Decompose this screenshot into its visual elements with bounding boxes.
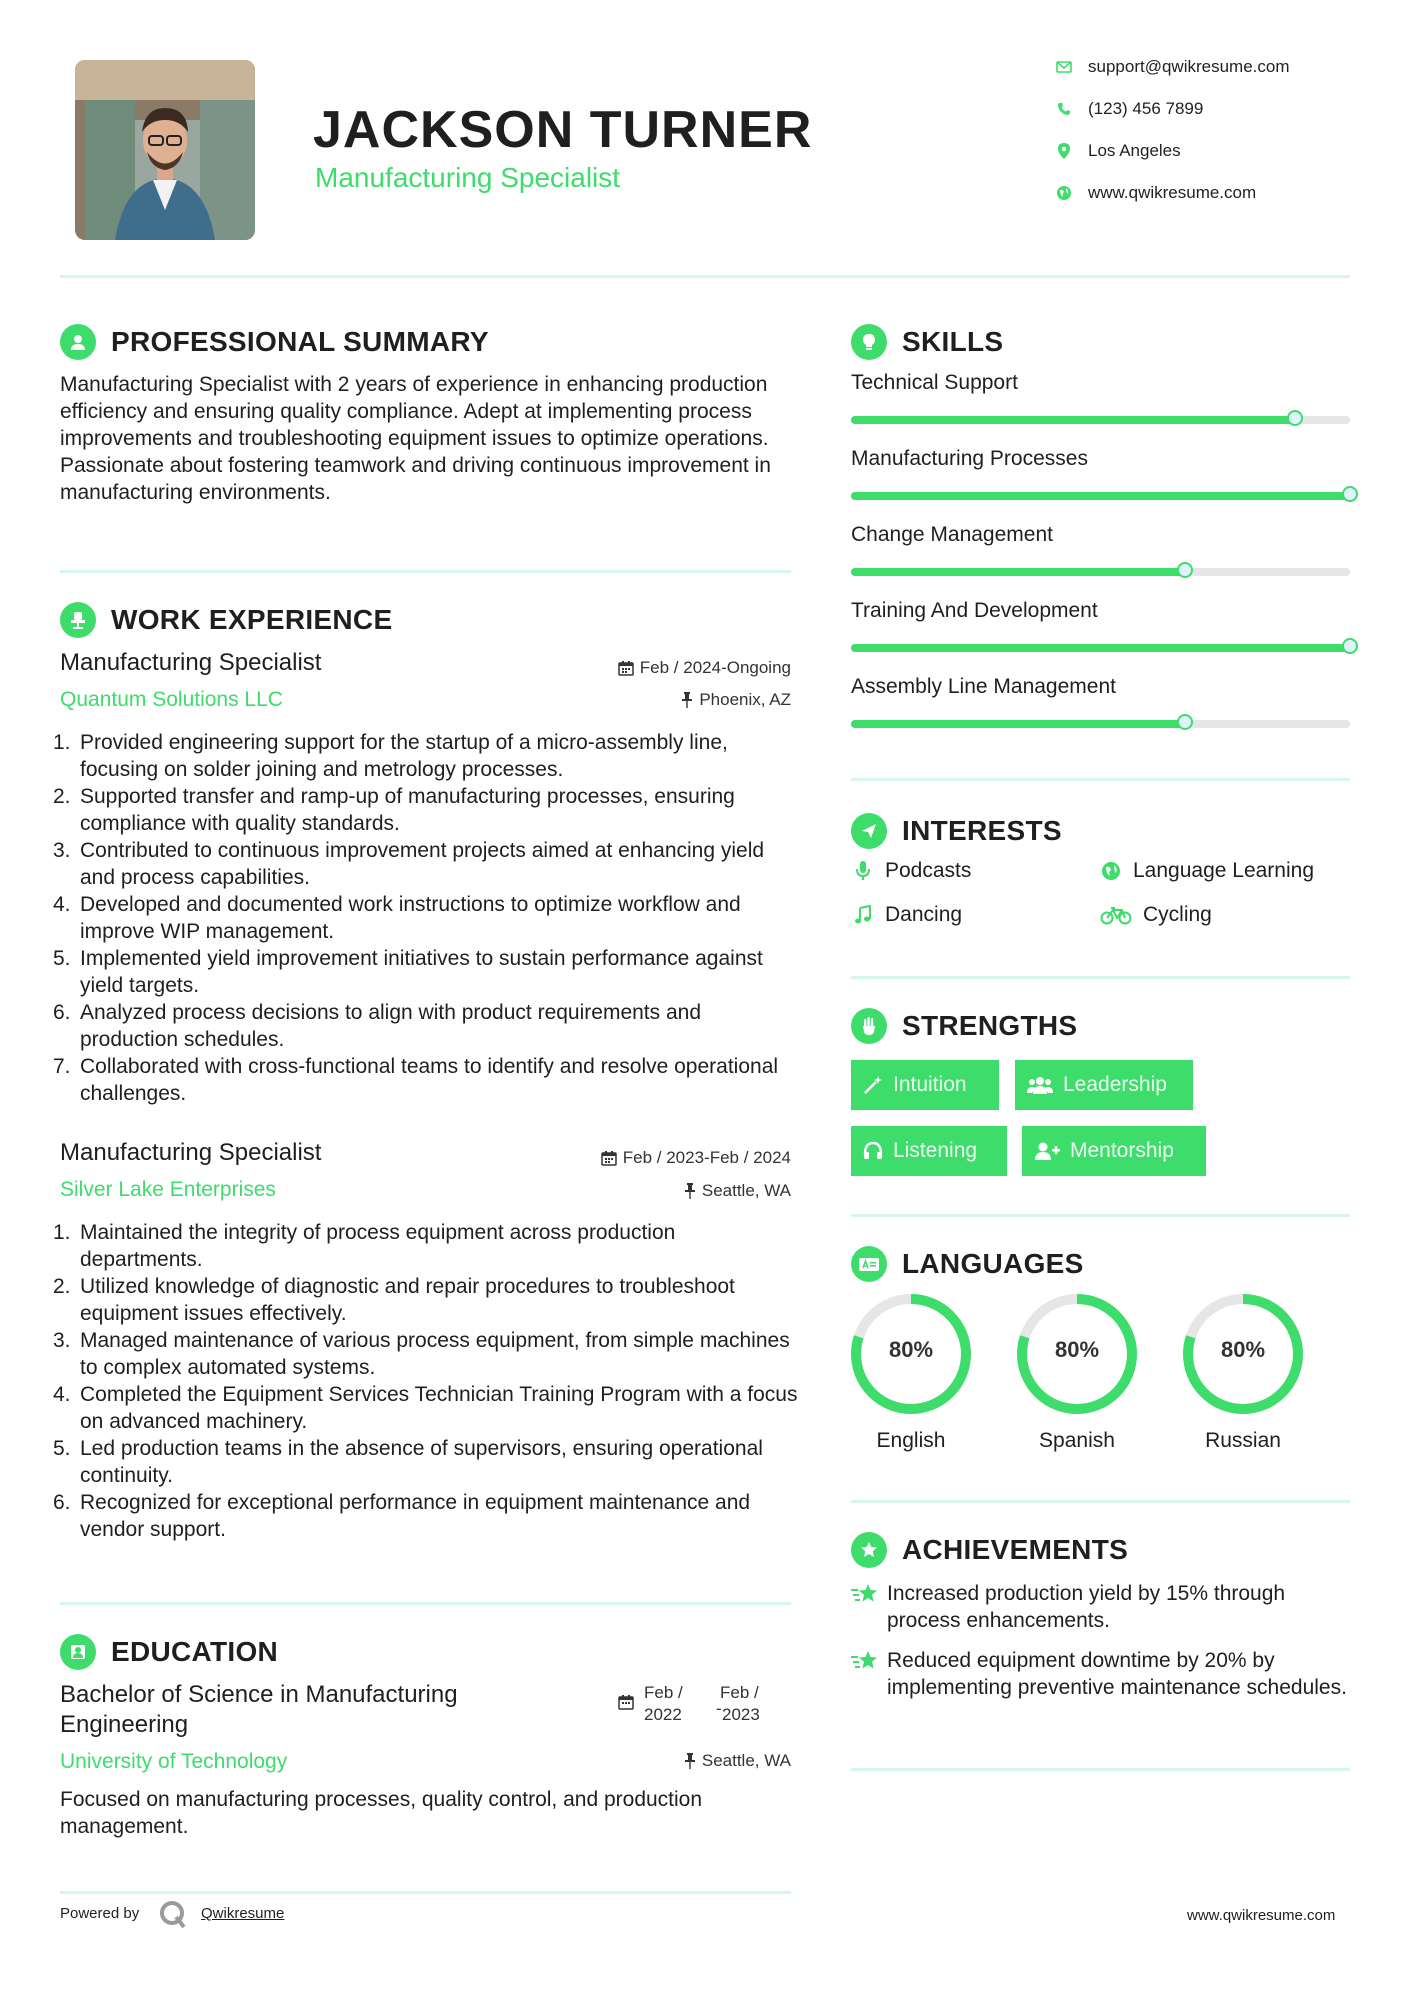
- job-title: Manufacturing Specialist: [60, 1139, 322, 1166]
- list-item: 4. Developed and documented work instructions to optimize workflow and improve WIP management.: [53, 893, 741, 943]
- edu-location-text: Seattle, WA: [701, 1751, 791, 1770]
- edu-start-month: Feb /: [644, 1683, 683, 1702]
- list-item: 1. Provided engineering support for the startup of a micro-assembly line, focusing on solder joining and metrology processes.: [53, 731, 728, 781]
- skill-bar-knob: [1177, 562, 1193, 578]
- job-location: [500, 1181, 791, 1201]
- list-item: 1. Maintained the integrity of process equipment across production departments.: [53, 1221, 676, 1271]
- user-plus-icon: [1034, 1141, 1060, 1161]
- bicycle-icon: [1099, 905, 1133, 925]
- globe-icon: [1099, 861, 1123, 881]
- language-name: English: [876, 1429, 946, 1452]
- skill-bar-knob: [1177, 714, 1193, 730]
- skill-bar-knob: [1342, 486, 1358, 502]
- briefcase-icon: [60, 602, 96, 638]
- language-name: Russian: [1205, 1429, 1281, 1452]
- footer-divider: [60, 1891, 791, 1894]
- skill-bar-track: [851, 492, 1350, 500]
- job-date: [500, 658, 791, 678]
- candidate-name: JACKSON TURNER: [313, 101, 813, 159]
- interest-dancing: [851, 903, 962, 927]
- list-item: 5. Led production teams in the absence of supervisors, ensuring operational continuity.: [53, 1437, 763, 1487]
- globe-icon: [1050, 183, 1078, 203]
- education-description: Focused on manufacturing processes, quality control, and production management.: [60, 1788, 703, 1838]
- edu-end-year: 2023: [722, 1705, 760, 1724]
- language-ring: [849, 1292, 973, 1416]
- skill-bar-fill: [851, 568, 1185, 576]
- profile-photo: [75, 60, 255, 240]
- school-name: University of Technology: [60, 1750, 288, 1773]
- pushpin-icon: [684, 1753, 696, 1769]
- job-bullets: [53, 729, 800, 1107]
- contact-phone-text: (123) 456 7899: [1088, 99, 1204, 118]
- strengths-divider: [851, 1214, 1350, 1217]
- job-date-text: Feb / 2024-Ongoing: [639, 658, 791, 677]
- section-experience-header: [60, 602, 392, 638]
- calendar-icon: [618, 660, 634, 676]
- phone-icon: [1050, 99, 1078, 119]
- skill-label: Technical Support: [851, 371, 1018, 394]
- magic-wand-icon: [863, 1075, 883, 1095]
- achievement-text: Reduced equipment downtime by 20% by implementing preventive maintenance schedules.: [887, 1649, 1347, 1699]
- job-date-text: Feb / 2023-Feb / 2024: [622, 1148, 791, 1167]
- skill-bar-fill: [851, 644, 1350, 652]
- edu-start-year: 2022: [644, 1705, 682, 1724]
- list-item: 4. Completed the Equipment Services Technician Training Program with a focus on advanced machinery.: [53, 1383, 798, 1433]
- skills-divider: [851, 778, 1350, 781]
- calendar-icon: [601, 1150, 617, 1166]
- strength-chip-intuition: [851, 1060, 999, 1110]
- hand-icon: [851, 1008, 887, 1044]
- edu-location: [500, 1751, 791, 1771]
- calendar-icon: [618, 1694, 634, 1715]
- list-item: 3. Managed maintenance of various process equipment, from simple machines to complex automated systems.: [53, 1329, 790, 1379]
- skill-bar-knob: [1342, 638, 1358, 654]
- language-percent: 80%: [1054, 1337, 1100, 1362]
- degree-line-1: Bachelor of Science in Manufacturing: [60, 1681, 458, 1708]
- interest-language-learning: [1099, 859, 1314, 883]
- language-name: Spanish: [1039, 1429, 1115, 1452]
- skill-bar-track: [851, 644, 1350, 652]
- section-experience-title: WORK EXPERIENCE: [111, 604, 393, 635]
- edu-date-dash: -: [716, 1699, 722, 1718]
- contact-location: [1050, 141, 1181, 161]
- strength-chip-mentorship: [1022, 1126, 1206, 1176]
- strength-label: Leadership: [1063, 1073, 1167, 1096]
- skill-label: Manufacturing Processes: [851, 447, 1088, 470]
- achievements-divider: [851, 1768, 1350, 1771]
- experience-divider: [60, 1602, 791, 1605]
- star-icon: [851, 1580, 887, 1634]
- section-education-header: [60, 1634, 278, 1670]
- skill-bar-knob: [1287, 410, 1303, 426]
- contact-location-text: Los Angeles: [1088, 141, 1181, 160]
- degree-line-2: Engineering: [60, 1711, 189, 1738]
- email-icon: [1050, 57, 1078, 77]
- skill-label: Change Management: [851, 523, 1053, 546]
- job-title: Manufacturing Specialist: [60, 649, 322, 676]
- contact-email-text: support@qwikresume.com: [1088, 57, 1290, 76]
- interest-label: Podcasts: [885, 859, 972, 882]
- footer-website[interactable]: www.qwikresume.com: [1187, 1907, 1336, 1924]
- skill-label: Assembly Line Management: [851, 675, 1116, 698]
- paper-plane-icon: [851, 813, 887, 849]
- interests-divider: [851, 976, 1350, 979]
- list-item: 2. Supported transfer and ramp-up of manufacturing processes, ensuring compliance with quality standards.: [53, 785, 735, 835]
- skill-bar-fill: [851, 492, 1350, 500]
- users-icon: [1027, 1075, 1053, 1095]
- achievement-item: [851, 1647, 1351, 1701]
- skill-bar-fill: [851, 416, 1295, 424]
- achievement-text: Increased production yield by 15% through process enhancements.: [887, 1582, 1286, 1632]
- headphones-icon: [863, 1141, 883, 1161]
- section-languages-title: LANGUAGES: [902, 1248, 1084, 1279]
- skill-bar-track: [851, 720, 1350, 728]
- edu-end-month: Feb /: [720, 1683, 759, 1702]
- pushpin-icon: [681, 692, 693, 708]
- strength-label: Intuition: [893, 1073, 967, 1096]
- job-location-text: Seattle, WA: [701, 1181, 791, 1200]
- skill-bar-track: [851, 568, 1350, 576]
- list-item: 5. Implemented yield improvement initiatives to sustain performance against yield targets.: [53, 947, 763, 997]
- skill-bar-fill: [851, 720, 1185, 728]
- qwikresume-link[interactable]: Qwikresume: [201, 1905, 285, 1922]
- section-interests-header: [851, 813, 1062, 849]
- header-divider: [60, 275, 1350, 278]
- job-location: [500, 690, 791, 710]
- interest-label: Dancing: [885, 903, 963, 926]
- candidate-role: Manufacturing Specialist: [315, 162, 621, 193]
- skill-bar-track: [851, 416, 1350, 424]
- music-note-icon: [851, 905, 875, 925]
- list-item: 3. Contributed to continuous improvement projects aimed at enhancing yield and process capabilities.: [53, 839, 765, 889]
- strength-label: Listening: [893, 1139, 978, 1162]
- qwikresume-logo-icon: [158, 1899, 188, 1934]
- list-item: 6. Recognized for exceptional performance in equipment maintenance and vendor support.: [53, 1491, 751, 1541]
- skill-label: Training And Development: [851, 599, 1098, 622]
- map-pin-icon: [1050, 141, 1078, 161]
- section-languages-header: [851, 1246, 1084, 1282]
- microphone-icon: [851, 860, 875, 882]
- contact-website-text: www.qwikresume.com: [1088, 183, 1257, 202]
- section-summary-title: PROFESSIONAL SUMMARY: [111, 326, 489, 357]
- job-bullets: [53, 1219, 800, 1543]
- language-percent: 80%: [888, 1337, 934, 1362]
- summary-text: Manufacturing Specialist with 2 years of experience in enhancing production efficiency and ensuring quality compliance. Adept at implementing process improvements and troubleshooting equipment issues to optimize operations. Passionate about fostering teamwork and driving continuous improvement in manufacturing environments.: [60, 373, 771, 504]
- section-education-title: EDUCATION: [111, 1636, 279, 1667]
- list-item: 6. Analyzed process decisions to align with product requirements and production schedules.: [53, 1001, 702, 1051]
- job-date: [500, 1148, 791, 1168]
- interest-label: Language Learning: [1133, 859, 1315, 882]
- pushpin-icon: [684, 1183, 696, 1199]
- job-company: Quantum Solutions LLC: [60, 688, 283, 711]
- section-skills-header: [851, 324, 1003, 360]
- contact-phone[interactable]: [1050, 99, 1203, 119]
- section-achievements-header: [851, 1532, 1128, 1568]
- strength-chip-leadership: [1015, 1060, 1193, 1110]
- languages-divider: [851, 1500, 1350, 1503]
- job-company: Silver Lake Enterprises: [60, 1178, 276, 1201]
- contact-email[interactable]: [1050, 57, 1290, 77]
- graduation-icon: [60, 1634, 96, 1670]
- summary-divider: [60, 570, 791, 573]
- strength-chip-listening: [851, 1126, 1007, 1176]
- contact-website[interactable]: [1050, 183, 1256, 203]
- section-summary-header: [60, 324, 489, 360]
- achievement-item: [851, 1580, 1351, 1634]
- star-icon: [851, 1647, 887, 1701]
- job-location-text: Phoenix, AZ: [699, 690, 791, 709]
- language-ring: [1015, 1292, 1139, 1416]
- strength-label: Mentorship: [1070, 1139, 1174, 1162]
- language-ring: [1181, 1292, 1305, 1416]
- interest-podcasts: [851, 859, 971, 883]
- interest-cycling: [1099, 903, 1212, 927]
- user-icon: [60, 324, 96, 360]
- section-achievements-title: ACHIEVEMENTS: [902, 1534, 1129, 1565]
- language-card-icon: [851, 1246, 887, 1282]
- language-percent: 80%: [1220, 1337, 1266, 1362]
- section-skills-title: SKILLS: [902, 326, 1004, 357]
- section-interests-title: INTERESTS: [902, 815, 1062, 846]
- list-item: 7. Collaborated with cross-functional teams to identify and resolve operational challenges.: [53, 1055, 779, 1105]
- lightbulb-icon: [851, 324, 887, 360]
- section-strengths-title: STRENGTHS: [902, 1010, 1078, 1041]
- interest-label: Cycling: [1143, 903, 1212, 926]
- section-strengths-header: [851, 1008, 1077, 1044]
- powered-by-label: Powered by: [60, 1905, 140, 1922]
- list-item: 2. Utilized knowledge of diagnostic and repair procedures to troubleshoot equipment issues effectively.: [53, 1275, 735, 1325]
- trophy-star-icon: [851, 1532, 887, 1568]
